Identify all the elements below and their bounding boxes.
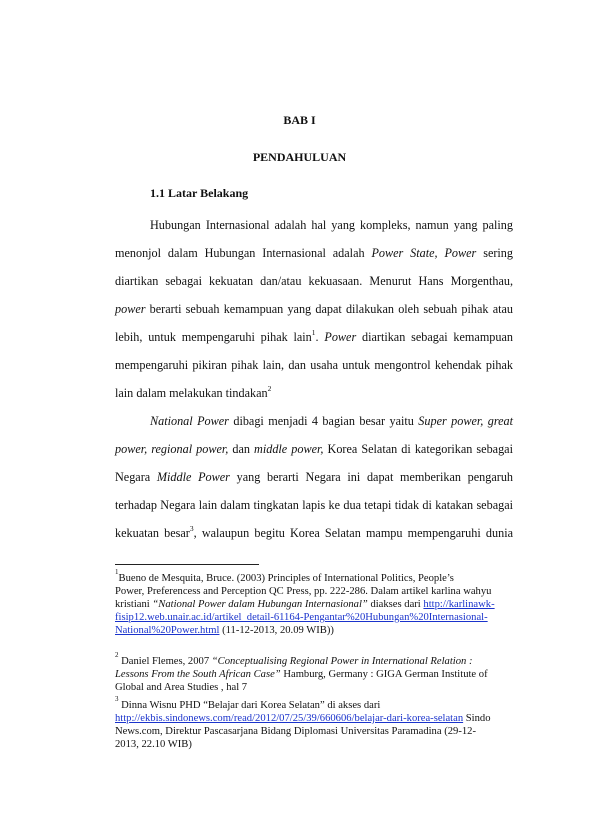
text-run: yang berarti Negara ini dapat memberikan pengaruh <box>229 470 514 484</box>
footnote-line <box>115 598 515 611</box>
text-run: Dinna Wisnu PHD “Belajar dari Korea Selatan” di akses dari <box>118 700 381 711</box>
footnote-number: 1 <box>115 568 119 577</box>
italic-text: power <box>115 302 146 316</box>
italic-text: Power <box>324 330 357 344</box>
footnote-line: Global and Area Studies , hal 7 <box>115 682 248 693</box>
footnote-ref: 2 <box>267 383 272 393</box>
paragraph-line <box>115 383 513 400</box>
section-heading: 1.1 Latar Belakang <box>150 186 249 200</box>
footnote-2 <box>115 651 515 694</box>
footnote-number: 2 <box>115 651 119 660</box>
text-run: menonjol dalam Hubungan Internasional adalah <box>115 246 372 260</box>
footnote-line <box>115 568 515 585</box>
chapter-title: PENDAHULUAN <box>252 150 347 164</box>
text-run: diartikan sebagai kemampuan <box>356 330 513 344</box>
chapter-label: BAB I <box>283 113 316 127</box>
paragraph-line <box>115 442 513 456</box>
footnote-line <box>115 668 515 681</box>
text-run: Korea Selatan di kategorikan sebagai <box>323 442 513 456</box>
footnote-line <box>115 712 515 725</box>
text-run: Daniel Flemes, 2007 <box>118 656 212 667</box>
paragraph-line <box>115 246 513 260</box>
paragraph-line <box>115 523 513 540</box>
text-run: dan <box>228 442 255 456</box>
italic-text: middle power, <box>254 442 324 456</box>
text-run: diakses dari <box>367 599 424 610</box>
text-run: , walaupun begitu Korea Selatan mampu mempengaruhi dunia <box>193 526 513 540</box>
text-run: Sindo <box>463 713 491 724</box>
text-run: dibagi menjadi 4 bagian besar yaitu <box>228 414 419 428</box>
italic-text: National Power <box>150 414 229 428</box>
footnote-line: News.com, Direktur Pascasarjana Bidang Diplomasi Universitas Paramadina (29-12- <box>115 726 476 737</box>
paragraph-line: diartikan sebagai kekuatan dan/atau kekuasaan. Menurut Hans Morgenthau, <box>115 274 513 288</box>
text-run: Hamburg, Germany : GIGA German Institute of <box>280 669 488 680</box>
paragraph-line <box>115 302 513 316</box>
text-run: Negara <box>115 470 157 484</box>
footnote-line: 2013, 22.10 WIB) <box>115 739 192 750</box>
footnote-ref: 3 <box>189 523 194 533</box>
text-run: lain dalam melakukan tindakan <box>115 386 268 400</box>
italic-text: Super power, great <box>418 414 514 428</box>
footnote-link[interactable]: http://karlinawk- <box>423 599 495 610</box>
text-run: kekuatan besar <box>115 526 190 540</box>
text-run: Bueno de Mesquita, Bruce. (2003) Principles of International Politics, People’s <box>118 573 454 584</box>
footnote-line <box>115 695 515 712</box>
italic-text: Middle Power <box>156 470 230 484</box>
footnote-line <box>115 651 515 668</box>
paragraph-line: mempengaruhi pikiran pihak lain, dan usaha untuk mengontrol kehendak pihak <box>115 358 513 372</box>
italic-text: Lessons From the South African Case” <box>115 669 281 680</box>
footnote-number: 3 <box>115 695 119 704</box>
paragraph-line: Hubungan Internasional adalah hal yang kompleks, namun yang paling <box>150 218 513 232</box>
text-run: . <box>315 330 325 344</box>
text-run: kristiani <box>115 599 153 610</box>
footnote-ref: 1 <box>311 327 316 337</box>
footnote-line <box>115 611 515 624</box>
paragraph-line <box>115 327 513 344</box>
footnote-divider <box>115 564 259 565</box>
italic-text: power, regional power, <box>115 442 229 456</box>
footnote-link[interactable]: http://ekbis.sindonews.com/read/2012/07/25/39/660606/belajar-dari-korea-selatan <box>115 713 464 724</box>
paragraph-line: terhadap Negara lain dalam tingkatan lapis ke dua tetapi tidak di katakan sebagai <box>115 498 513 512</box>
text-run: (11-12-2013, 20.09 WIB)) <box>219 625 334 636</box>
footnote-line <box>115 624 515 637</box>
italic-text: Power State, Power <box>371 246 477 260</box>
footnote-1 <box>115 568 515 637</box>
paragraph-line <box>150 414 513 428</box>
text-run: lebih, untuk mempengaruhi pihak lain <box>115 330 312 344</box>
italic-text: “National Power dalam Hubungan Internasional” <box>152 599 368 610</box>
paragraph-line <box>115 470 513 484</box>
text-run: berarti sebuah kemampuan yang dapat dilakukan oleh sebuah pihak atau <box>145 302 513 316</box>
footnote-3 <box>115 695 515 751</box>
text-run: sering <box>476 246 513 260</box>
italic-text: “Conceptualising Regional Power in International Relation : <box>211 656 473 667</box>
footnote-link[interactable]: National%20Power.html <box>115 625 220 636</box>
footnote-line: Power, Preferencess and Perception QC Press, pp. 222-286. Dalam artikel karlina wahyu <box>115 586 492 597</box>
footnote-link[interactable]: fisip12.web.unair.ac.id/artikel_detail-61164-Pengantar%20Hubungan%20Internasional- <box>115 612 488 623</box>
